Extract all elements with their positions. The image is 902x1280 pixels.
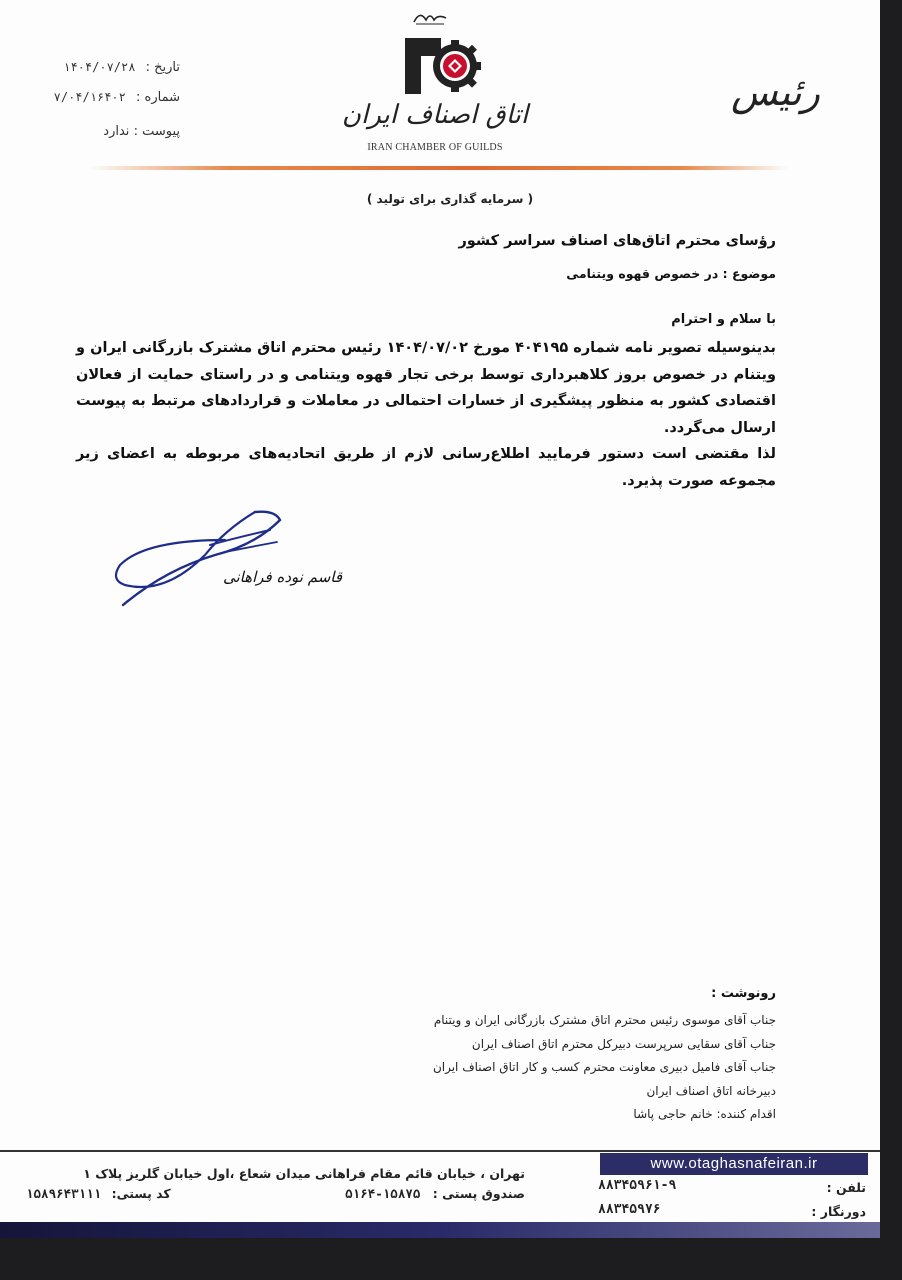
po-box-label: صندوق پستی :: [432, 1186, 525, 1201]
signature-mark: [105, 500, 285, 610]
president-label: رئیس: [731, 70, 820, 114]
attachment-label: پیوست :: [133, 124, 180, 139]
slogan: ( سرمایه گذاری برای تولید ): [366, 192, 534, 206]
letter-body: [76, 335, 776, 494]
footer-divider: [0, 1150, 880, 1152]
date-value: ۱۴۰۴/۰۷/۲۸: [63, 60, 136, 74]
postal-code-value: ۱۵۸۹۶۴۳۱۱۱: [26, 1186, 102, 1201]
signatory-name: قاسم نوده فراهانی: [222, 568, 342, 586]
org-name-fa: اتاق اصناف ایران: [341, 100, 529, 130]
postal-code-line: [26, 1186, 171, 1201]
header-divider: [88, 166, 788, 170]
po-box-line: [345, 1186, 525, 1201]
subject-line: موضوع : در خصوص قهوه ویتنامی: [566, 266, 776, 281]
phone-value[interactable]: ۸۸۳۴۵۹۶۱-۹: [598, 1178, 677, 1193]
cc-item: دبیرخانه اتاق اصناف ایران: [646, 1083, 776, 1098]
footer-bar: [0, 1222, 880, 1238]
body-paragraph-2: لذا مقتضی است دستور فرمایید اطلاع‌رسانی لازم از طریق اتحادیه‌های مربوطه به اعضای زیر مجموعه صورت پذیرد.: [76, 446, 776, 489]
attachment-line: [103, 124, 180, 139]
fax-label: دورنگار :: [811, 1204, 866, 1219]
postal-code-label: کد پستی:: [111, 1186, 171, 1201]
number-label: شماره :: [136, 90, 180, 105]
po-box-value: ۱۵۸۷۵-۵۱۶۴: [345, 1186, 421, 1201]
footer-address: تهران ، خیابان قائم مقام فراهانی میدان شعاع ،اول خیابان گلریز پلاک ۱: [83, 1166, 525, 1181]
body-paragraph-1: بدینوسیله تصویر نامه شماره ۴۰۴۱۹۵ مورخ ۱۴۰۴/۰۷/۰۲ رئیس محترم اتاق مشترک بازرگانی ایران و ویتنام در خصوص بروز کلاهبرداری توسط برخی تجار قهوه ویتنامی و در راستای حمایت از فعالان اقتصادی کشور به منظور پیشگیری از خسارات احتمالی در معاملات و قراردادهای مرتبط به پیوست ارسال می‌گردد.: [76, 340, 777, 436]
date-line: [63, 60, 180, 75]
fax-value: ۸۸۳۴۵۹۷۶: [598, 1202, 661, 1217]
number-line: [54, 90, 180, 105]
number-value: ۷/۰۴/۱۶۴۰۲: [53, 90, 126, 104]
cc-item: جناب آقای فامیل دبیری معاونت محترم کسب و کار اتاق اصناف ایران: [432, 1060, 776, 1074]
chamber-logo-icon: [403, 36, 483, 96]
recipient: رؤسای محترم اتاق‌های اصناف سراسر کشور: [458, 233, 776, 249]
greeting: با سلام و احترام: [671, 312, 776, 327]
cc-item: جناب آقای موسوی رئیس محترم اتاق مشترک بازرگانی ایران و ویتنام: [433, 1013, 776, 1027]
cc-item: جناب آقای سقایی سرپرست دبیرکل محترم اتاق اصناف ایران: [471, 1036, 776, 1051]
website-link[interactable]: www.otaghasnafeiran.ir: [600, 1153, 868, 1175]
bismillah-calligraphy: [410, 6, 450, 28]
cc-item: اقدام کننده: خانم حاجی پاشا: [633, 1107, 776, 1121]
phone-label: تلفن :: [826, 1180, 866, 1195]
org-name-en: IRAN CHAMBER OF GUILDS: [367, 142, 503, 153]
cc-list: [433, 1009, 776, 1127]
date-label: تاریخ :: [145, 60, 180, 75]
attachment-value: ندارد: [103, 124, 130, 139]
cc-title: رونوشت :: [711, 986, 776, 1001]
